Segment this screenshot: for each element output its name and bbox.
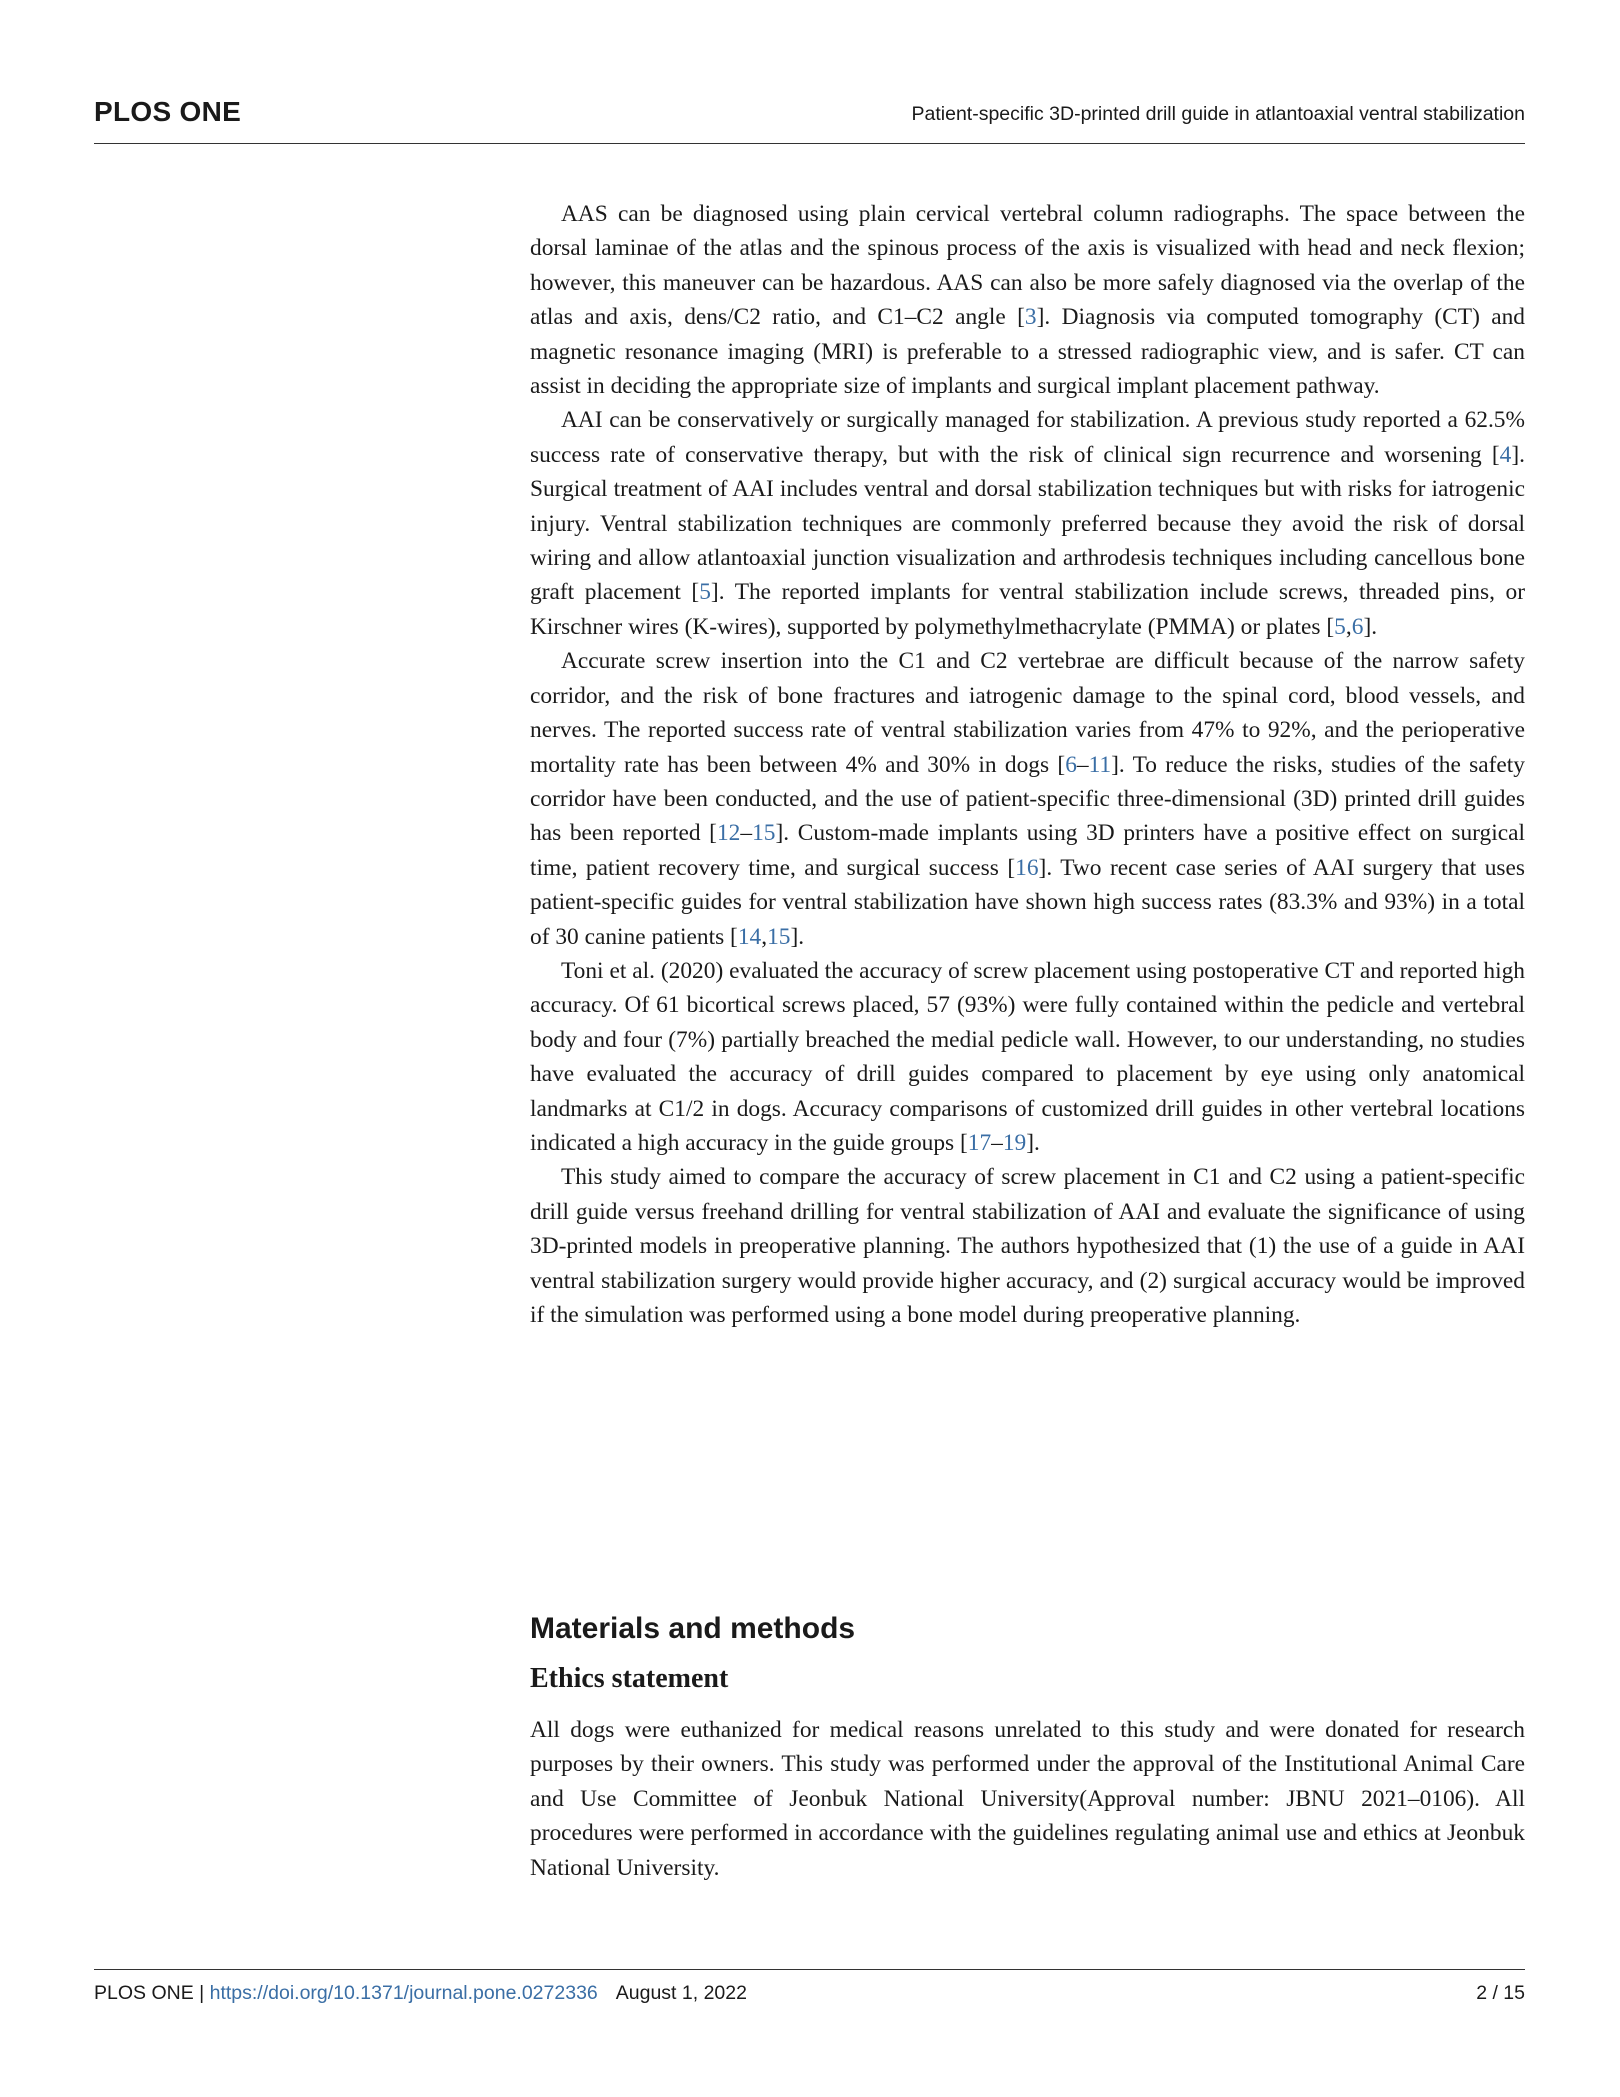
paragraph-screw-insertion: Accurate screw insertion into the C1 and C2 vertebrae are difficult because of the narrow safety corridor, and the risk of bone fractures and iatrogenic damage to the spinal cord, blood vessels, and nerves. The reported success rate of ventral stabilization varies from 47% to 92%, and the perioperative mortality rate has been between 4% and 30% in dogs [6–11]. To reduce the risks, studies of the safety corridor have been conducted, and the use of patient-specific three-dimensional (3D) printed drill guides has been reported [12–15]. Custom-made implants using 3D printers have a positive effect on surgical time, patient recovery time, and surgical success [16]. Two recent case series of AAI surgery that uses patient-specific guides for ventral stabilization have shown high success rates (83.3% and 93%) in a total of 30 canine patients [14,15]. (530, 648, 1526, 950)
page-number: 2 / 15 (1476, 1982, 1525, 2004)
citation-link[interactable]: 16 (1015, 854, 1039, 881)
footer-separator: | (193, 1982, 210, 2004)
header-divider (94, 143, 1525, 144)
citation-link[interactable]: 4 (1499, 441, 1512, 468)
citation-link[interactable]: 12 (716, 820, 741, 847)
citation-link[interactable]: 5 (699, 579, 711, 606)
page-footer (94, 1982, 747, 2005)
citation-link[interactable]: 15 (752, 820, 776, 847)
section-heading-materials-methods: Materials and methods (530, 1612, 856, 1645)
paragraph-ethics: All dogs were euthanized for medical reasons unrelated to this study and were donated for research purposes by their owners. This study was performed under the approval of the Institutional Animal Care and Use Committee of Jeonbuk National University(Approval number: JBNU 2021–0106). All procedures were performed in accordance with the guidelines regulating animal use and ethics at Jeonbuk National University. (530, 1717, 1525, 1881)
citation-link[interactable]: 6 (1351, 613, 1364, 640)
journal-name: PLOS ONE (94, 96, 242, 127)
doi-link[interactable]: https://doi.org/10.1371/journal.pone.0272336 (209, 1982, 598, 2004)
footer-journal: PLOS ONE (94, 1982, 194, 2004)
running-title: Patient-specific 3D-printed drill guide in atlantoaxial ventral stabilization (911, 103, 1525, 125)
publication-date: August 1, 2022 (615, 1982, 747, 2004)
article-body (530, 197, 1525, 1332)
citation-link[interactable]: 3 (1024, 304, 1037, 331)
paragraph-study-aim: This study aimed to compare the accuracy of screw placement in C1 and C2 using a patient-specific drill guide versus freehand drilling for ventral stabilization of AAI and evaluate the significance of using 3D-printed models in preoperative planning. The authors hypothesized that (1) the use of a guide in AAI ventral stabilization surgery would provide higher accuracy, and (2) surgical accuracy would be improved if the simulation was performed using a bone model during preoperative planning. (530, 1164, 1525, 1328)
ethics-statement (530, 1713, 1525, 1885)
citation-link[interactable]: 19 (1002, 1129, 1027, 1156)
citation-link[interactable]: 14 (737, 923, 762, 950)
citation-link[interactable]: 15 (767, 923, 791, 950)
citation-link[interactable]: 17 (967, 1129, 992, 1156)
citation-link[interactable]: 11 (1088, 751, 1112, 778)
subsection-heading-ethics: Ethics statement (530, 1663, 729, 1694)
paragraph-toni-study: Toni et al. (2020) evaluated the accuracy of screw placement using postoperative CT and reported high accuracy. Of 61 bicortical screws placed, 57 (93%) were fully contained within the pedicle and vertebral body and four (7%) partially breached the medial pedicle wall. However, to our understanding, no studies have evaluated the accuracy of drill guides compared to placement by eye using only anatomical landmarks at C1/2 in dogs. Accuracy comparisons of customized drill guides in other vertebral locations indicated a high accuracy in the guide groups [17–19]. (530, 957, 1525, 1156)
paragraph-aas-diagnosis: AAS can be diagnosed using plain cervical vertebral column radiographs. The space between the dorsal laminae of the atlas and the spinous process of the axis is visualized with head and neck flexion; however, this maneuver can be hazardous. AAS can also be more safely diagnosed via the overlap of the atlas and axis, dens/C2 ratio, and C1–C2 angle [3]. Diagnosis via computed tomography (CT) and magnetic resonance imaging (MRI) is preferable to a stressed radiographic view, and is safer. CT can assist in deciding the appropriate size of implants and surgical implant placement pathway. (530, 201, 1525, 400)
citation-link[interactable]: 5 (1334, 613, 1346, 640)
footer-divider (94, 1969, 1525, 1970)
paragraph-aai-management: AAI can be conservatively or surgically managed for stabilization. A previous study reported a 62.5% success rate of conservative therapy, but with the risk of clinical sign recurrence and worsening [4]. Surgical treatment of AAI includes ventral and dorsal stabilization techniques but with risks for iatrogenic injury. Ventral stabilization techniques are commonly preferred because they avoid the risk of dorsal wiring and allow atlantoaxial junction visualization and arthrodesis techniques including cancellous bone graft placement [5]. The reported implants for ventral stabilization include screws, threaded pins, or Kirschner wires (K-wires), supported by polymethylmethacrylate (PMMA) or plates [5,6]. (530, 407, 1525, 640)
citation-link[interactable]: 6 (1065, 751, 1077, 778)
